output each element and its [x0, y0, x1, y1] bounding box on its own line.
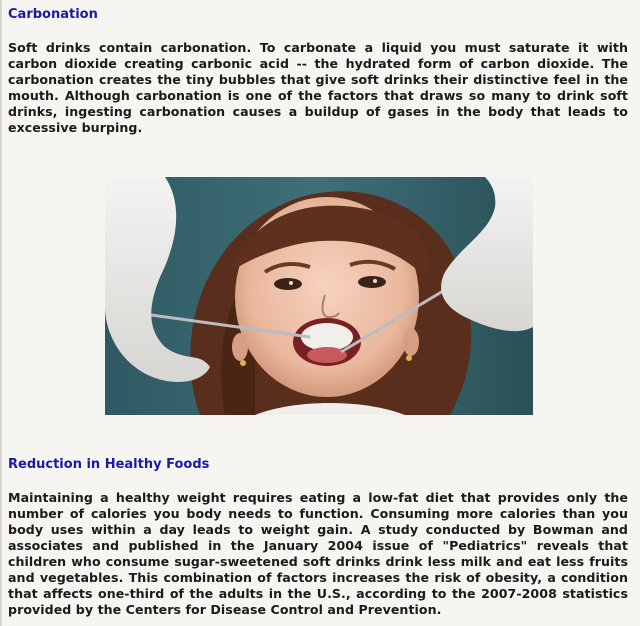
page-left-border [0, 0, 2, 626]
section-body-carbonation: Soft drinks contain carbonation. To carbonate a liquid you must saturate it with carbon dioxide creating carbonic acid -- the hydrated form of carbon dioxide. The carbonation creates the tiny bubbles that give soft drinks their distinctive feel in the mouth. Although carbonation is one of the factors that draws so many to drink soft drinks, ingesting carbonation causes a buildup of gases in the body that leads to excessive burping. [8, 40, 628, 135]
dentist-child-photo [105, 177, 533, 415]
section-body-healthy-foods: Maintaining a healthy weight requires eating a low-fat diet that provides only the number of calories you body needs to function. Consuming more calories than you body uses within a day leads to weight gain. A study conducted by Bowman and associates and published in the January 2004 issue of "Pediatrics" reveals that children who consume sugar-sweetened soft drinks drink less milk and eat less fruits and vegetables. This combination of factors increases the risk of obesity, a condition that affects one-third of the adults in the U.S., according to the 2007-2008 statistics provided by the Centers for Disease Control and Prevention. [8, 490, 628, 617]
section-heading-carbonation: Carbonation [8, 7, 98, 22]
section-heading-healthy-foods: Reduction in Healthy Foods [8, 457, 210, 472]
